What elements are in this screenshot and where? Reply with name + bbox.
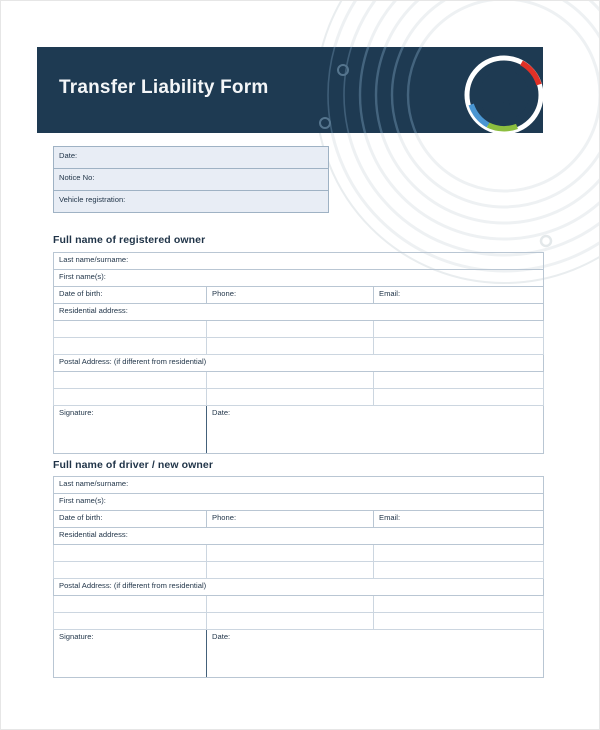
postal-address-line-1-cell-b[interactable]: [207, 372, 374, 389]
residential-address-line-1-cell-b[interactable]: [207, 545, 374, 562]
table-row[interactable]: [54, 579, 544, 596]
table-row[interactable]: [54, 630, 544, 678]
field-label-residential-address: Residential address:: [54, 528, 544, 545]
table-row[interactable]: [54, 596, 544, 613]
table-row[interactable]: [54, 613, 544, 630]
driver-new-owner-table: [53, 476, 544, 678]
table-row[interactable]: [54, 147, 329, 169]
table-row[interactable]: [54, 528, 544, 545]
postal-address-line-1-cell[interactable]: [54, 372, 207, 389]
residential-address-line-2-cell-b[interactable]: [207, 562, 374, 579]
table-row[interactable]: [54, 287, 544, 304]
field-label-phone: Phone:: [207, 511, 374, 528]
table-row[interactable]: [54, 511, 544, 528]
residential-address-line-1-cell[interactable]: [54, 321, 207, 338]
field-label-postal-address: Postal Address: (if different from residential): [54, 355, 544, 372]
postal-address-line-2-cell[interactable]: [54, 389, 207, 406]
postal-address-line-2-cell-c[interactable]: [374, 613, 544, 630]
document-info-table: [53, 146, 329, 213]
table-row[interactable]: [54, 169, 329, 191]
table-row[interactable]: [54, 304, 544, 321]
residential-address-line-2-cell-c[interactable]: [374, 338, 544, 355]
table-row[interactable]: [54, 494, 544, 511]
table-row[interactable]: [54, 545, 544, 562]
registered-owner-table: [53, 252, 544, 454]
postal-address-line-1-cell-c[interactable]: [374, 372, 544, 389]
field-label-signature-date: Date:: [207, 630, 544, 678]
field-label-signature: Signature:: [54, 406, 207, 454]
field-label-first-name: First name(s):: [54, 494, 544, 511]
postal-address-line-1-cell-b[interactable]: [207, 596, 374, 613]
section-heading-registered-owner: Full name of registered owner: [53, 234, 206, 246]
table-row[interactable]: [54, 321, 544, 338]
postal-address-line-2-cell[interactable]: [54, 613, 207, 630]
postal-address-line-2-cell-c[interactable]: [374, 389, 544, 406]
field-label-date-of-birth: Date of birth:: [54, 287, 207, 304]
table-row[interactable]: [54, 270, 544, 287]
field-label-first-name: First name(s):: [54, 270, 544, 287]
table-row[interactable]: [54, 477, 544, 494]
field-label-last-name: Last name/surname:: [54, 253, 544, 270]
at-monogram-logo: [463, 54, 545, 136]
residential-address-line-1-cell[interactable]: [54, 545, 207, 562]
field-label-phone: Phone:: [207, 287, 374, 304]
residential-address-line-2-cell[interactable]: [54, 562, 207, 579]
residential-address-line-2-cell-b[interactable]: [207, 338, 374, 355]
section-heading-driver-new-owner: Full name of driver / new owner: [53, 459, 214, 471]
table-row[interactable]: [54, 253, 544, 270]
residential-address-line-1-cell-b[interactable]: [207, 321, 374, 338]
table-row[interactable]: [54, 372, 544, 389]
field-label-signature: Signature:: [54, 630, 207, 678]
postal-address-line-1-cell[interactable]: [54, 596, 207, 613]
postal-address-line-1-cell-c[interactable]: [374, 596, 544, 613]
field-label-residential-address: Residential address:: [54, 304, 544, 321]
field-label-date-of-birth: Date of birth:: [54, 511, 207, 528]
table-row[interactable]: [54, 562, 544, 579]
table-row[interactable]: [54, 191, 329, 213]
field-label-last-name: Last name/surname:: [54, 477, 544, 494]
postal-address-line-2-cell-b[interactable]: [207, 389, 374, 406]
residential-address-line-1-cell-c[interactable]: [374, 545, 544, 562]
table-row[interactable]: [54, 389, 544, 406]
page-title: Transfer Liability Form: [59, 77, 269, 98]
field-label-email: Email:: [374, 287, 544, 304]
table-row[interactable]: [54, 406, 544, 454]
field-label-postal-address: Postal Address: (if different from residential): [54, 579, 544, 596]
info-label-vehicle-registration: Vehicle registration:: [54, 191, 329, 213]
residential-address-line-2-cell-c[interactable]: [374, 562, 544, 579]
postal-address-line-2-cell-b[interactable]: [207, 613, 374, 630]
residential-address-line-1-cell-c[interactable]: [374, 321, 544, 338]
info-label-notice-no: Notice No:: [54, 169, 329, 191]
field-label-signature-date: Date:: [207, 406, 544, 454]
field-label-email: Email:: [374, 511, 544, 528]
table-row[interactable]: [54, 355, 544, 372]
residential-address-line-2-cell[interactable]: [54, 338, 207, 355]
table-row[interactable]: [54, 338, 544, 355]
info-label-date: Date:: [54, 147, 329, 169]
